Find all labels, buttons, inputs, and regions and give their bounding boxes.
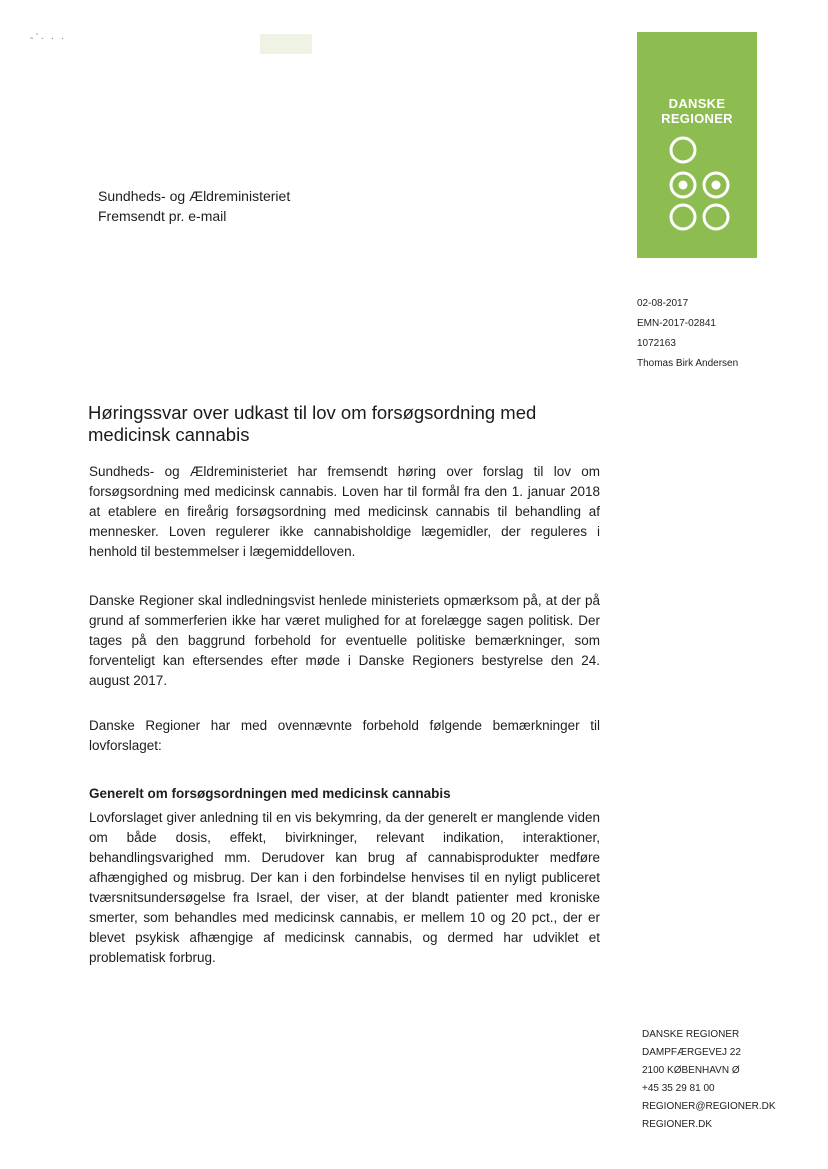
meta-case-number: EMN-2017-02841 — [637, 318, 716, 329]
footer-phone: +45 35 29 81 00 — [642, 1083, 715, 1094]
recipient-block — [98, 186, 290, 226]
footer-org: DANSKE REGIONER — [642, 1029, 740, 1040]
meta-doc-number: 1072163 — [637, 338, 676, 349]
paragraph-intro: Sundheds- og Ældreministeriet har fremsendt høring over forslag til lov om forsøgsordning med medicinsk cannabis. Loven har til formål fra den 1. januar 2018 at etablere en fireårig forsøgsordning med medicinsk cannabis til behandling af mennesker. Loven regulerer ikke cannabisholdige lægemidler, der reguleres i henhold til bestemmelser i lægemiddelloven. — [89, 464, 600, 559]
logo-line-2: REGIONER — [661, 111, 733, 126]
recipient-method: Fremsendt pr. e-mail — [98, 208, 227, 224]
meta-date: 02-08-2017 — [637, 298, 689, 309]
footer-address — [642, 1026, 776, 1134]
footer-web: REGIONER.DK — [642, 1119, 713, 1130]
document-meta — [637, 294, 738, 374]
document-heading: Høringssvar over udkast til lov om forsøgsordning med medicinsk cannabis — [88, 402, 537, 445]
paragraph-reservation: Danske Regioner skal indledningsvist henlede ministeriets opmærksom på, at der på grund af sommerferien ikke har været mulighed for at forelægge sagen politisk. Der tages på den baggrund forbehold for eventuelle politiske bemærkninger, som forventeligt kan eftersendes efter møde i Danske Regioners bestyrelse den 24. august 2017. — [89, 593, 600, 688]
footer-city: 2100 KØBENHAVN Ø — [642, 1065, 740, 1076]
recipient-name: Sundheds- og Ældreministeriet — [98, 188, 291, 204]
footer-street: DAMPFÆRGEVEJ 22 — [642, 1047, 741, 1058]
scan-mark: -`· · · — [30, 33, 67, 44]
five-circles-icon — [637, 32, 757, 258]
faint-stamp — [260, 34, 312, 54]
footer-email: REGIONER@REGIONER.DK — [642, 1101, 776, 1112]
meta-author: Thomas Birk Andersen — [637, 358, 739, 369]
section-body: Lovforslaget giver anledning til en vis bekymring, da der generelt er manglende viden om både dosis, effekt, bivirkninger, relevant indikation, interaktioner, behandlingsvarighed mm. Derudover kan brug af cannabisprodukter medføre afhængighed og misbrug. Der kan i den forbindelse henvises til en nyligt publiceret tværsnitsundersøgelse fra Israel, der viser, at der blandt patienter med kroniske smerter, som behandles med medicinsk cannabis, er mellem 10 og 20 pct., der er blevet psykisk afhængige af medicinsk cannabis, og dermed har udviklet et problematisk forbrug. — [89, 810, 600, 965]
paragraph-remarks-intro: Danske Regioner har med ovennævnte forbehold følgende bemærkninger til lovforslaget: — [89, 718, 600, 753]
section-title: Generelt om forsøgsordningen med medicinsk cannabis — [89, 786, 451, 801]
logo-line-1: DANSKE — [668, 96, 726, 111]
danske-regioner-logo — [637, 32, 757, 258]
